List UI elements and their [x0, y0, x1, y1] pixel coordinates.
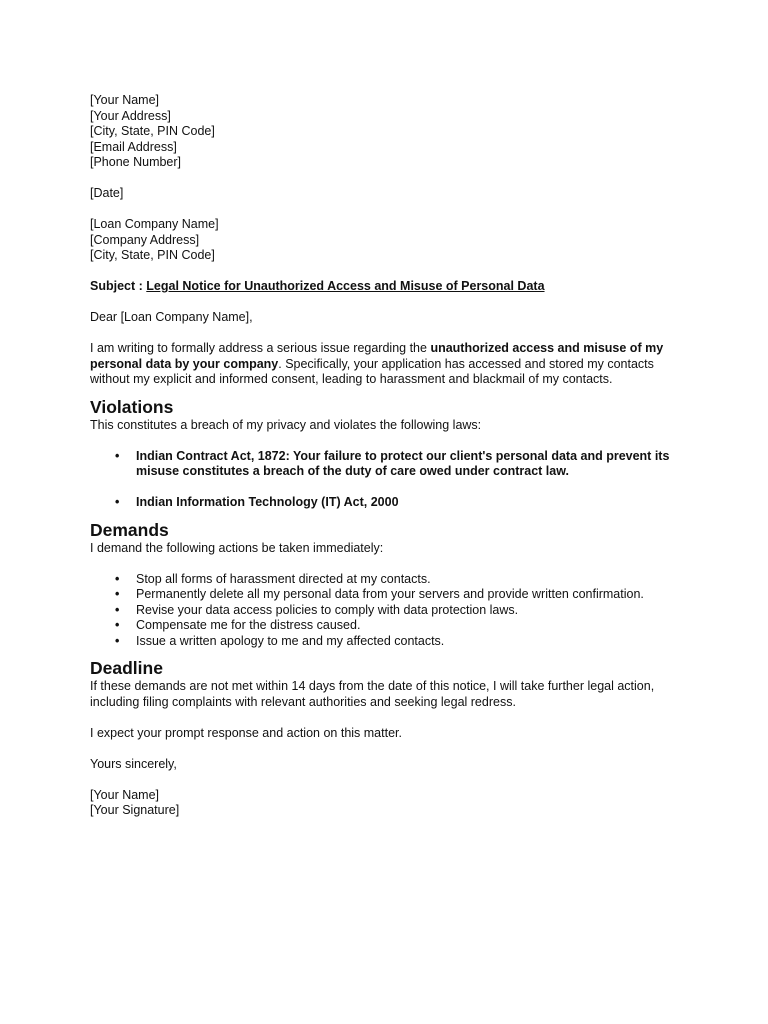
- bullet-icon: •: [115, 602, 120, 617]
- bullet-icon: •: [115, 587, 120, 601]
- recipient-company: [Loan Company Name]: [90, 217, 219, 231]
- violations-heading: Violations: [90, 396, 174, 417]
- list-item: [115, 633, 678, 650]
- list-item: [115, 587, 678, 603]
- subject-label: Subject :: [90, 279, 143, 293]
- recipient-city: [City, State, PIN Code]: [90, 248, 215, 262]
- list-item: [115, 571, 678, 588]
- list-item: [115, 448, 678, 480]
- list-item: [115, 602, 678, 619]
- sender-name: [Your Name]: [90, 93, 160, 107]
- bullet-icon: •: [115, 571, 120, 586]
- closing-note: I expect your prompt response and action on this matter.: [90, 725, 402, 740]
- demand-text: Compensate me for the distress caused.: [136, 618, 361, 632]
- demand-text: Revise your data access policies to comply with data protection laws.: [136, 602, 519, 617]
- violations-list: [90, 449, 678, 511]
- bullet-icon: •: [115, 495, 120, 509]
- bullet-icon: •: [115, 633, 120, 648]
- bullet-icon: •: [115, 448, 120, 463]
- sender-email: [Email Address]: [90, 139, 177, 154]
- law-text: Indian Information Technology (IT) Act, 2000: [136, 495, 399, 509]
- demands-list: [90, 572, 678, 650]
- bullet-icon: •: [115, 618, 120, 632]
- list-item: [115, 618, 678, 634]
- deadline-heading: Deadline: [90, 658, 163, 678]
- intro-paragraph: [90, 341, 678, 388]
- salutation: Dear [Loan Company Name],: [90, 310, 253, 324]
- demand-text: Permanently delete all my personal data from your servers and provide written confirmation.: [136, 587, 644, 601]
- sender-city: [City, State, PIN Code]: [90, 124, 215, 138]
- intro-text-1: I am writing to formally address a serious issue regarding the: [90, 341, 431, 355]
- list-item: [115, 495, 678, 511]
- sender-block: [90, 93, 678, 171]
- recipient-address: [Company Address]: [90, 232, 200, 247]
- intro-text-2: . Specifically, your application has accessed and stored my contacts without my explicit and informed consent, leading to harassment and blackmail of my contacts.: [90, 356, 654, 386]
- recipient-block: [90, 217, 678, 264]
- subject-text: Legal Notice for Unauthorized Access and Misuse of Personal Data: [146, 279, 545, 293]
- signoff: Yours sincerely,: [90, 756, 177, 771]
- signature-placeholder: [Your Signature]: [90, 803, 180, 817]
- demand-text: Issue a written apology to me and my affected contacts.: [136, 633, 445, 648]
- sender-phone: [Phone Number]: [90, 155, 182, 169]
- demands-lead: I demand the following actions be taken immediately:: [90, 540, 384, 555]
- demand-text: Stop all forms of harassment directed at my contacts.: [136, 571, 431, 586]
- signature-name: [Your Name]: [90, 787, 160, 802]
- deadline-text: If these demands are not met within 14 days from the date of this notice, I will take further legal action, including filing complaints with relevant authorities and seeking legal redress.: [90, 679, 655, 709]
- letter-date: [Date]: [90, 186, 124, 200]
- subject-line: [90, 279, 678, 295]
- intro-bold: unauthorized access and misuse of my personal data by your company: [90, 341, 664, 371]
- violations-lead: This constitutes a breach of my privacy and violates the following laws:: [90, 417, 482, 432]
- sender-address: [Your Address]: [90, 108, 171, 123]
- law-text: Indian Contract Act, 1872: Your failure to protect our client's personal data and prevent its misuse constitutes a breach of the duty of care owed under contract law.: [136, 448, 670, 478]
- demands-heading: Demands: [90, 519, 169, 540]
